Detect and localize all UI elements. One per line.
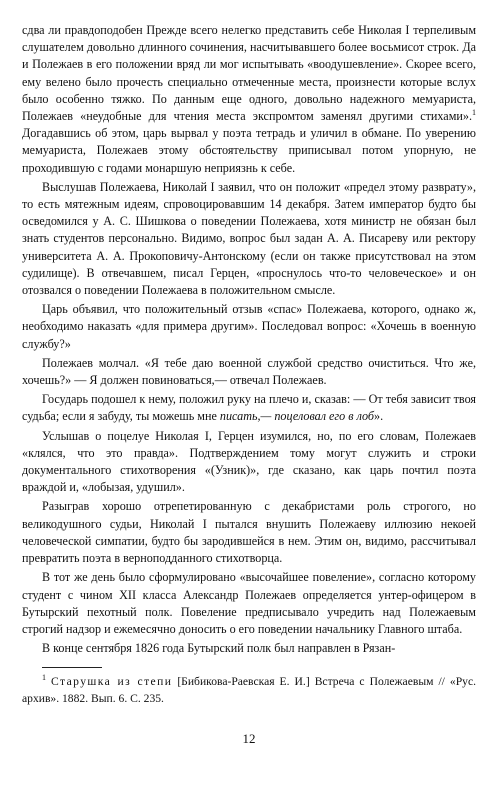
paragraph-5-end: ». — [374, 409, 384, 424]
footnote-ref: 1 — [472, 107, 476, 117]
footnote-divider — [42, 667, 102, 668]
footnote-title: Старушка из степи — [51, 675, 173, 689]
paragraph-8: В тот же день было сформулировано «высочайшее повеление», согласно которому студент с чином XII класса Александр Полежаев определяется унтер-офицером в Бутырский пехотный полк. Повеление предписывало учредить над Полежаевым строгий надзор и ежемесячно доносить о его поведении начальнику Главного штаба. — [22, 570, 476, 636]
paragraph-6: Услышав о поцелуе Николая I, Герцен изумился, но, по его словам, Полежаев «клялся, что это правда». Подтверждением тому могут служить и строки документального стихотворения «(Узник)», где сказано, как царь почтил поэта враждой и, «лобызая, удушил». — [22, 428, 476, 495]
footnote — [22, 674, 476, 707]
paragraph-1-continuation: Догадавшись об этом, царь вырвал у поэта тетрадь и уличил в обмане. По уверению мемуариста, Полежаев этому обстоятельству приписывал потом упорную, не проходившую с годами монаршую неприязнь к себе. — [22, 126, 476, 175]
paragraph-4: Полежаев молчал. «Я тебе даю военной службой средство очиститься. Что же, хочешь?» — Я должен повиноваться,— отвечал Полежаев. — [22, 355, 476, 388]
paragraph-3: Царь объявил, что положительный отзыв «спас» Полежаева, которого, однако ж, необходимо наказать «для примера другим». Последовал вопрос: «Хочешь в военную службу?» — [22, 302, 476, 351]
page-body — [22, 22, 476, 707]
paragraph-1 — [22, 22, 476, 177]
paragraph-7: Разыграв хорошо отрепетированную с декабристами роль строгого, но великодушного судьи, Николай I пытался внушить Полежаеву иллюзию некоей человеческой симпатии, будто бы зародившейся в нем. Этим он, видимо, рассчитывал превратить поэта в верноподданного стихотворца. — [22, 499, 476, 566]
paragraph-1-text: сдва ли правдоподобен Прежде всего нелегко представить себе Николая I терпеливым слушателем довольно длинного сочинения, насчитывавшего более восьмисот строк. Да и Полежаев в его положении вряд ли мог испытывать «воодушевление». Скорее всего, ему велено было прочесть специально отмеченные места, произнести которые вслух было особенно тяжко. По данным еще одного, довольно надежного мемуариста, Полежаев «неудобные для чтения места экспромтом заменял другими стихами». — [22, 23, 476, 124]
paragraph-5-italic: писать,— поцеловал его в лоб — [219, 409, 375, 424]
footnote-text: [Бибикова-Раевская Е. И.] Встреча с Полежаевым // «Рус. архив». 1882. Вып. 6. С. 235. — [22, 675, 476, 705]
footnote-marker: 1 — [42, 673, 46, 683]
paragraph-9: В конце сентября 1826 года Бутырский полк был направлен в Рязан- — [42, 641, 396, 656]
page-number: 12 — [242, 731, 256, 746]
paragraph-5-text: Государь подошел к нему, положил руку на плечо и, сказав: — От тебя зависит твоя судьба; если я забуду, ты можешь мне — [22, 392, 476, 424]
paragraph-2: Выслушав Полежаева, Николай I заявил, что он положит «предел этому разврату», то есть мятежным идеям, спровоцировавшим 14 декабря. Затем император будто бы осведомился у А. С. Шишкова о поведении Полежаева, хотя министр не обязан был знать студентов персонально. Видимо, вопрос был задан А. А. Писареву или ректору университета А. А. Прокоповичу-Антонскому (если он также присутствовал на этом судилище). В отвечавшем, писал Герцен, «проснулось что-то человеческое» и он отозвался о поведении Полежаева в положительном смысле. — [22, 179, 476, 298]
paragraph-5 — [22, 391, 476, 425]
